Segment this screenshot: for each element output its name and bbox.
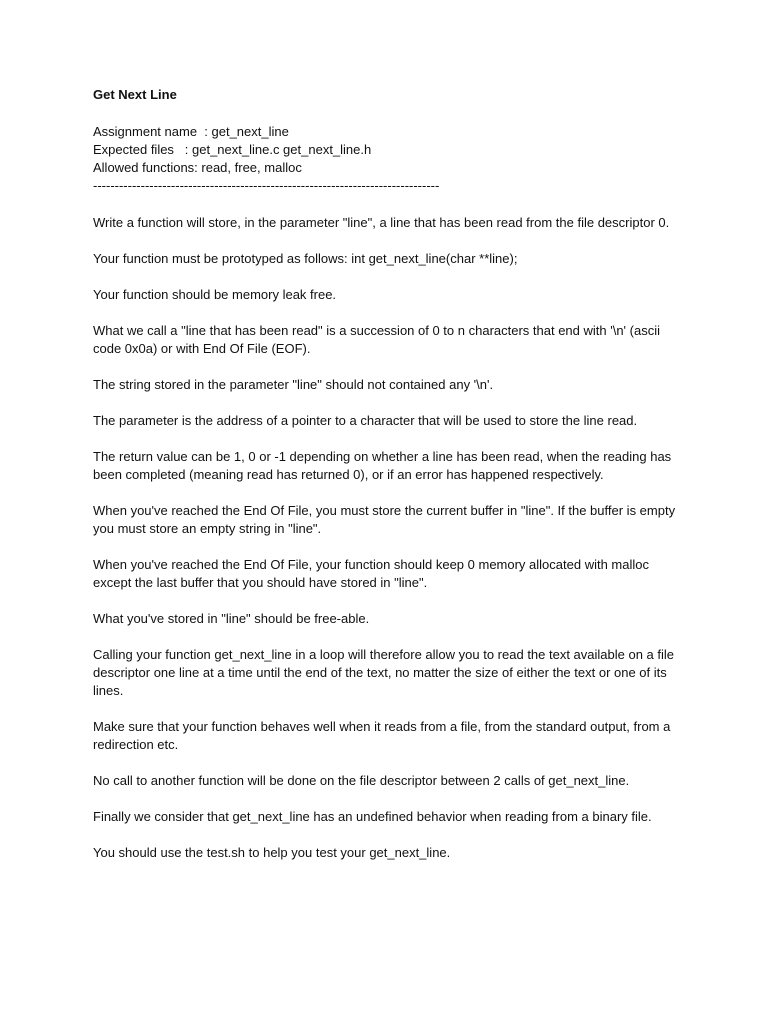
document-title: Get Next Line xyxy=(93,87,177,102)
divider-line: -------------------------------------------------------------------------------- xyxy=(93,178,440,193)
expected-files-line: Expected files : get_next_line.c get_next_line.h xyxy=(93,142,372,157)
paragraph: Calling your function get_next_line in a loop will therefore allow you to read the text available on a file descriptor one line at a time until the end of the text, no matter the size of either the text or one of its lines. xyxy=(93,647,675,698)
assignment-name-line: Assignment name : get_next_line xyxy=(93,124,289,139)
paragraph: Make sure that your function behaves well when it reads from a file, from the standard output, from a redirection etc. xyxy=(93,719,671,752)
paragraph: The return value can be 1, 0 or -1 depending on whether a line has been read, when the reading has been completed (meaning read has returned 0), or if an error has happened respectively. xyxy=(93,449,672,482)
paragraph: Your function should be memory leak free. xyxy=(93,287,337,302)
paragraph: What you've stored in "line" should be free-able. xyxy=(93,611,370,626)
document-body xyxy=(93,214,683,880)
paragraph: What we call a "line that has been read" is a succession of 0 to n characters that end with '\n' (ascii code 0x0a) or with End Of File (EOF). xyxy=(93,323,660,356)
assignment-meta xyxy=(93,123,439,195)
paragraph: You should use the test.sh to help you test your get_next_line. xyxy=(93,845,451,860)
paragraph: When you've reached the End Of File, your function should keep 0 memory allocated with malloc except the last buffer that you should have stored in "line". xyxy=(93,557,649,590)
paragraph: The parameter is the address of a pointer to a character that will be used to store the line read. xyxy=(93,413,638,428)
paragraph: Write a function will store, in the parameter "line", a line that has been read from the file descriptor 0. xyxy=(93,215,670,230)
paragraph: Finally we consider that get_next_line has an undefined behavior when reading from a binary file. xyxy=(93,809,652,824)
paragraph: Your function must be prototyped as follows: int get_next_line(char **line); xyxy=(93,251,518,266)
paragraph: The string stored in the parameter "line" should not contained any '\n'. xyxy=(93,377,494,392)
paragraph: When you've reached the End Of File, you must store the current buffer in "line". If the buffer is empty you must store an empty string in "line". xyxy=(93,503,676,536)
allowed-functions-line: Allowed functions: read, free, malloc xyxy=(93,160,302,175)
paragraph: No call to another function will be done on the file descriptor between 2 calls of get_next_line. xyxy=(93,773,630,788)
